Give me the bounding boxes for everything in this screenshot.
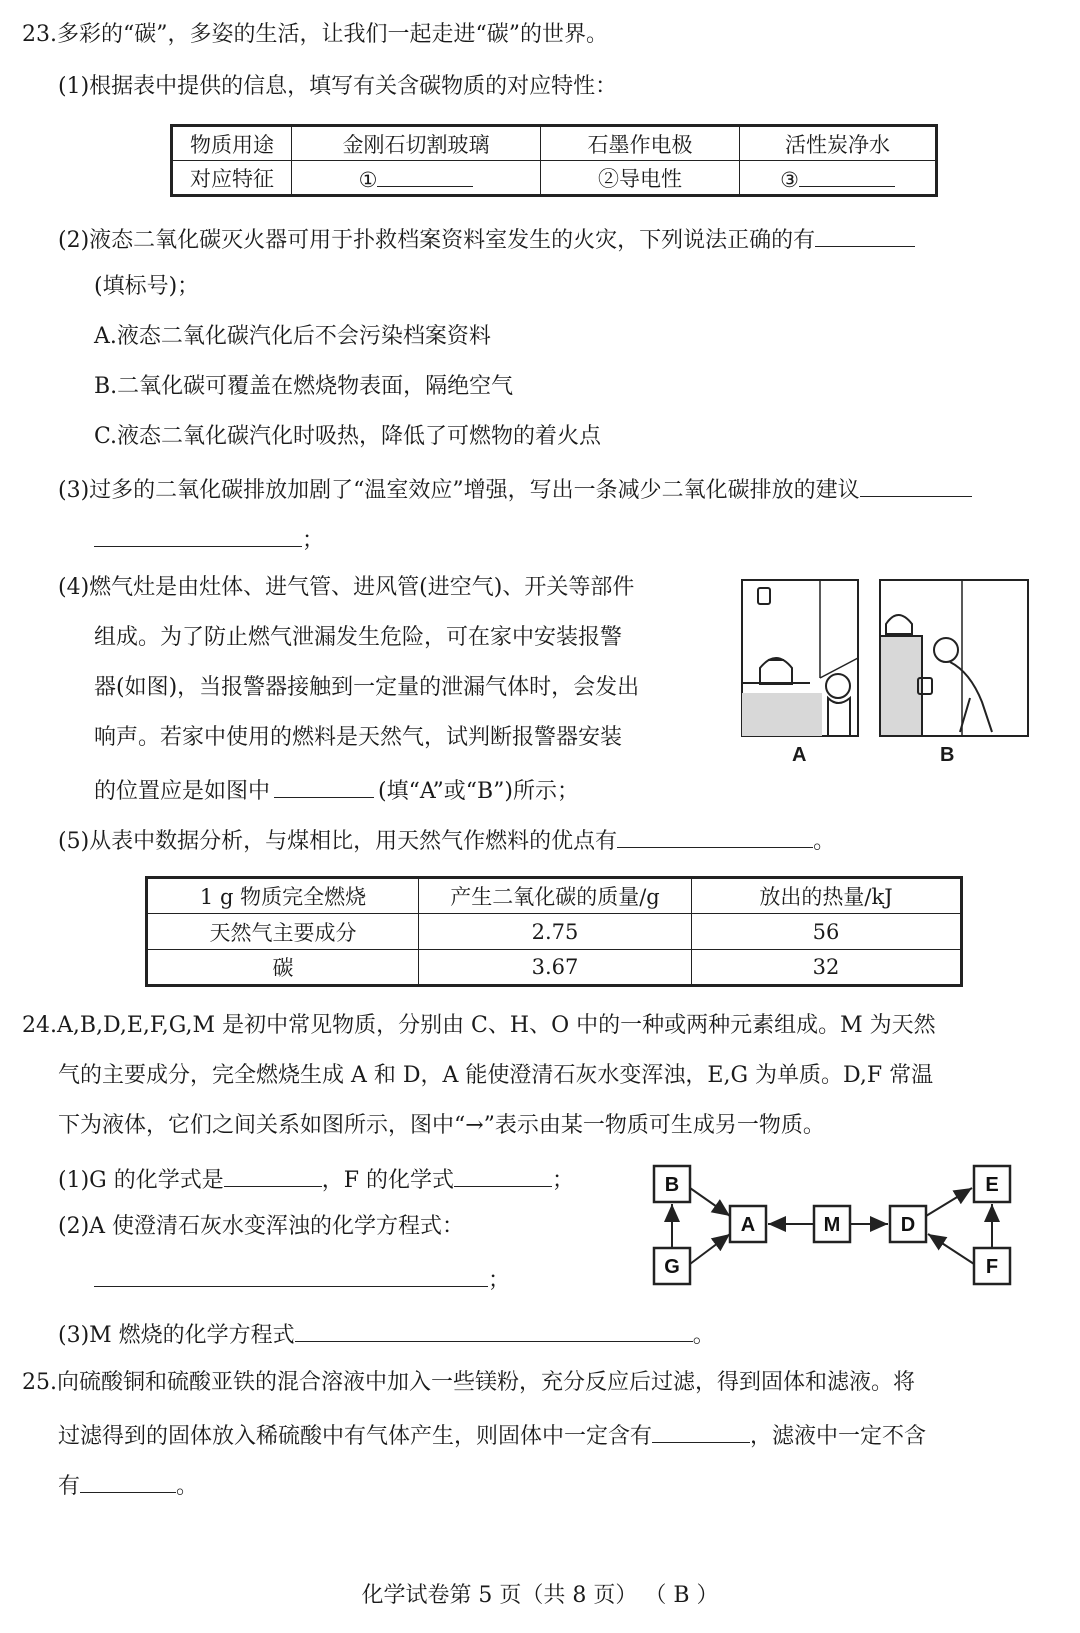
arrow-g-to-a <box>690 1234 730 1264</box>
table1-header-cell: 物质用途 <box>172 126 292 161</box>
q24-part3 <box>58 1317 715 1351</box>
q23-part3 <box>58 472 972 506</box>
figure-a <box>742 580 858 736</box>
node-label-a: A <box>740 1214 756 1236</box>
q24-line1: 24.A,B,D,E,F,G,M 是初中常见物质，分别由 C、H、O 中的一种或两种元素组成。M 为天然 <box>22 1013 936 1038</box>
carbon-uses-table <box>170 124 938 197</box>
node-label-e: E <box>985 1174 999 1196</box>
option-b: B.二氧化碳可覆盖在燃烧物表面，隔绝空气 <box>94 374 514 399</box>
part1-text-mid: ，F 的化学式 <box>321 1168 454 1193</box>
answer-blank[interactable] <box>80 1468 176 1493</box>
figure-label-b: B <box>940 744 955 766</box>
table1-answer-cell: ②导电性 <box>541 161 740 196</box>
node-label-m: M <box>823 1214 841 1236</box>
part5-end: 。 <box>813 829 836 854</box>
table2-cell: 32 <box>692 950 962 986</box>
part1-end: ； <box>552 1168 575 1193</box>
table2-cell: 碳 <box>147 950 419 986</box>
kettle-icon <box>760 658 792 684</box>
q25-text: 过滤得到的固体放入稀硫酸中有气体产生，则固体中一定含有 <box>58 1424 653 1449</box>
q25-line1: 25.向硫酸铜和硫酸亚铁的混合溶液中加入一些镁粉，充分反应后过滤，得到固体和滤液。将 <box>22 1370 915 1395</box>
q23-part2 <box>58 222 915 256</box>
table2-cell: 3.67 <box>419 950 692 986</box>
table2-cell: 2.75 <box>419 914 692 950</box>
q23-part5 <box>58 823 835 857</box>
q23-part4-line2: 组成。为了防止燃气泄漏发生危险，可在家中安装报警 <box>94 625 623 650</box>
alarm-placement-figure <box>740 578 1030 740</box>
answer-blank[interactable] <box>652 1418 750 1443</box>
option-c: C.液态二氧化碳汽化时吸热，降低了可燃物的着火点 <box>94 424 602 449</box>
answer-blank[interactable] <box>274 773 374 798</box>
child-icon <box>826 674 850 698</box>
node-label-g: G <box>664 1256 680 1278</box>
part3-end: 。 <box>692 1323 715 1348</box>
table1-header-cell: 金刚石切割玻璃 <box>292 126 541 161</box>
part1-text: (1)G 的化学式是 <box>58 1168 224 1193</box>
table1-row-label: 对应特征 <box>172 161 292 196</box>
answer-blank[interactable] <box>94 1262 488 1287</box>
q23-part1: (1)根据表中提供的信息，填写有关含碳物质的对应特性： <box>58 74 618 99</box>
q25-line2 <box>58 1418 926 1452</box>
part4-text-end: (填“A”或“B”)所示； <box>378 779 579 804</box>
table2-header-cell: 产生二氧化碳的质量/g <box>419 878 692 914</box>
node-label-d: D <box>900 1214 916 1236</box>
q23-title: 23.多彩的“碳”，多姿的生活，让我们一起走进“碳”的世界。 <box>22 22 608 47</box>
node-label-f: F <box>985 1256 999 1278</box>
part3-text: (3)过多的二氧化碳排放加剧了“温室效应”增强，写出一条减少二氧化碳排放的建议 <box>58 478 860 503</box>
q24-line3: 下为液体，它们之间关系如图所示，图中“→”表示由某一物质可生成另一物质。 <box>58 1113 825 1138</box>
q23-part4-line1: (4)燃气灶是由灶体、进气管、进风管(进空气)、开关等部件 <box>58 575 635 600</box>
table2-header-cell: 1 g 物质完全燃烧 <box>147 878 419 914</box>
q25-text-start: 有 <box>58 1474 81 1499</box>
q25-end: 。 <box>176 1474 199 1499</box>
part3-text: (3)M 燃烧的化学方程式 <box>58 1323 295 1348</box>
table1-header-cell: 石墨作电极 <box>541 126 740 161</box>
alarm-device-icon <box>758 588 770 604</box>
q23-part4-line5 <box>94 773 579 807</box>
arrow-b-to-a <box>690 1188 730 1216</box>
table1-answer-cell <box>740 161 937 196</box>
table1-header-cell: 活性炭净水 <box>740 126 937 161</box>
arrow-d-to-e <box>926 1188 972 1216</box>
page-footer: 化学试卷第 5 页（共 8 页） （ B ） <box>361 1583 719 1608</box>
figure-b <box>880 580 1028 736</box>
figure-label-a: A <box>792 744 807 766</box>
q23-part4-line3: 器(如图)，当报警器接触到一定量的泄漏气体时，会发出 <box>94 675 640 700</box>
q25-text-mid: ，滤液中一定不含 <box>750 1424 927 1449</box>
q24-part1 <box>58 1162 574 1196</box>
arrow-f-to-d <box>928 1234 974 1264</box>
answer-blank[interactable] <box>860 472 972 497</box>
answer-blank[interactable] <box>454 1162 552 1187</box>
table2-cell: 56 <box>692 914 962 950</box>
part2-text: (2)液态二氧化碳灭火器可用于扑救档案资料室发生的火灾，下列说法正确的有 <box>58 228 816 253</box>
substance-relationship-diagram <box>648 1160 1018 1290</box>
child-icon <box>934 638 958 662</box>
q23-part2-note: (填标号)； <box>94 274 200 299</box>
answer-marker: ① <box>358 167 378 192</box>
table2-header-cell: 放出的热量/kJ <box>692 878 962 914</box>
option-a: A.液态二氧化碳汽化后不会污染档案资料 <box>94 324 491 349</box>
table1-answer-cell <box>292 161 541 196</box>
part2-end: ； <box>488 1268 511 1293</box>
combustion-data-table <box>145 876 963 987</box>
part3-end: ； <box>302 528 325 553</box>
answer-blank[interactable] <box>815 222 915 247</box>
answer-blank[interactable] <box>295 1317 693 1342</box>
q23-part4-line4: 响声。若家中使用的燃料是天然气，试判断报警器安装 <box>94 725 623 750</box>
answer-blank[interactable] <box>224 1162 322 1187</box>
q24-part2: (2)A 使澄清石灰水变浑浊的化学方程式： <box>58 1214 465 1239</box>
q25-line3 <box>58 1468 198 1502</box>
pot-icon <box>886 615 912 634</box>
table2-cell: 天然气主要成分 <box>147 914 419 950</box>
part5-text: (5)从表中数据分析，与煤相比，用天然气作燃料的优点有 <box>58 829 618 854</box>
q23-part3-line2 <box>94 522 324 556</box>
answer-marker: ③ <box>780 167 799 192</box>
part4-text: 的位置应是如图中 <box>94 779 271 804</box>
q24-line2: 气的主要成分，完全燃烧生成 A 和 D，A 能使澄清石灰水变浑浊，E,G 为单质。D,F 常温 <box>58 1063 934 1088</box>
q24-part2-line2 <box>94 1262 510 1296</box>
node-label-b: B <box>664 1174 680 1196</box>
answer-blank[interactable] <box>617 823 813 848</box>
answer-blank[interactable] <box>799 164 895 187</box>
answer-blank[interactable] <box>377 164 473 187</box>
answer-blank[interactable] <box>94 522 302 547</box>
